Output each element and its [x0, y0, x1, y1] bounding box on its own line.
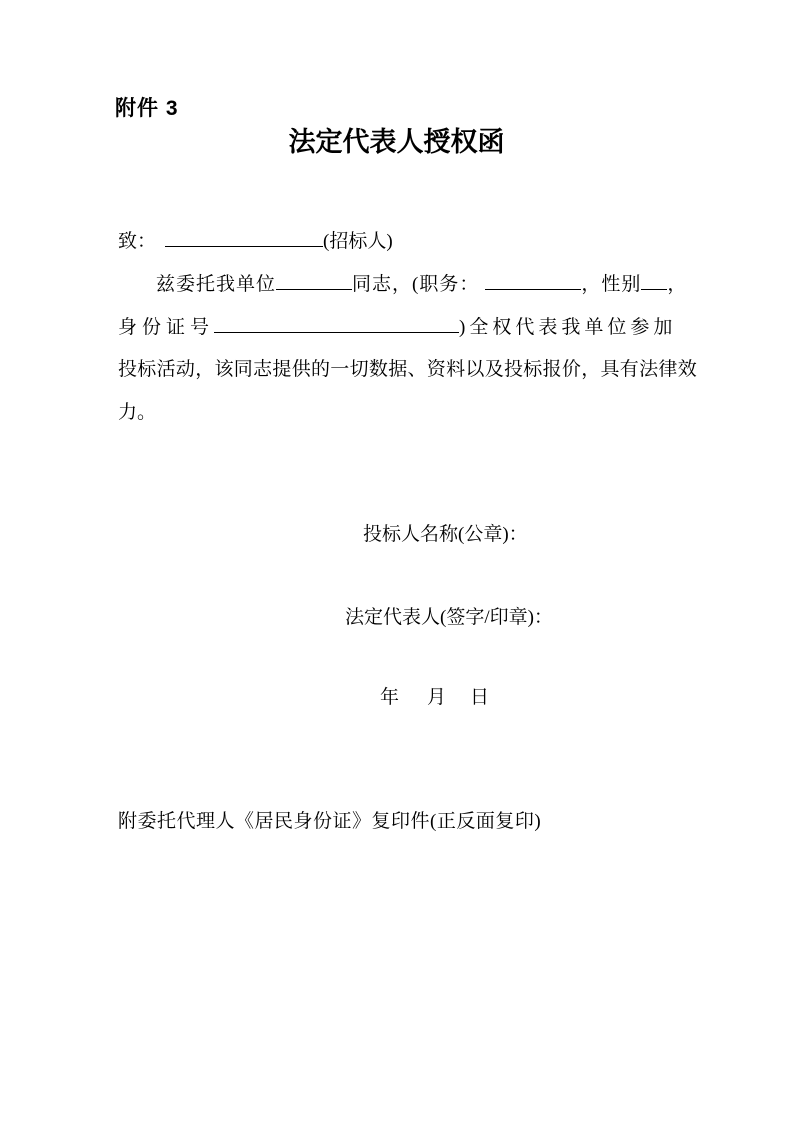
- gender-mid: ，性别: [581, 274, 642, 295]
- id-copy-note: 附委托代理人《居民身份证》复印件(正反面复印): [118, 811, 542, 832]
- page-title: 法定代表人授权函: [288, 127, 505, 157]
- body-line-4: 投标活动，该同志提供的一切数据、资料以及投标报价，具有法律效: [118, 359, 698, 380]
- id-label: 身份证号: [118, 317, 215, 338]
- salutation-line: [118, 229, 718, 254]
- bidder-name-label: 投标人名称(公章)：: [363, 524, 528, 545]
- position-blank: [485, 272, 581, 290]
- id-number-blank: [214, 315, 459, 333]
- entrust-prefix: 兹委托我单位: [156, 274, 277, 295]
- comrade-mid: 同志，(职务：: [352, 274, 480, 295]
- agent-name-blank: [276, 272, 352, 290]
- entrust-line: [118, 272, 756, 297]
- recipient-name-blank: [165, 229, 323, 247]
- year-label: 年: [380, 687, 400, 708]
- date-line: [380, 686, 489, 710]
- body-line-5: 力。: [118, 402, 157, 423]
- recipient-suffix: (招标人): [323, 231, 393, 252]
- line2-end-comma: ，: [667, 274, 688, 295]
- to-label: 致：: [118, 231, 157, 252]
- gender-blank: [641, 272, 667, 290]
- month-label: 月: [427, 687, 447, 708]
- legal-representative-label: 法定代表人(签字/印章)：: [345, 607, 553, 628]
- id-line: [118, 315, 718, 340]
- authorize-text: )全权代表我单位参加: [459, 317, 677, 338]
- attachment-label: 附件 3: [115, 97, 179, 120]
- day-label: 日: [470, 687, 490, 708]
